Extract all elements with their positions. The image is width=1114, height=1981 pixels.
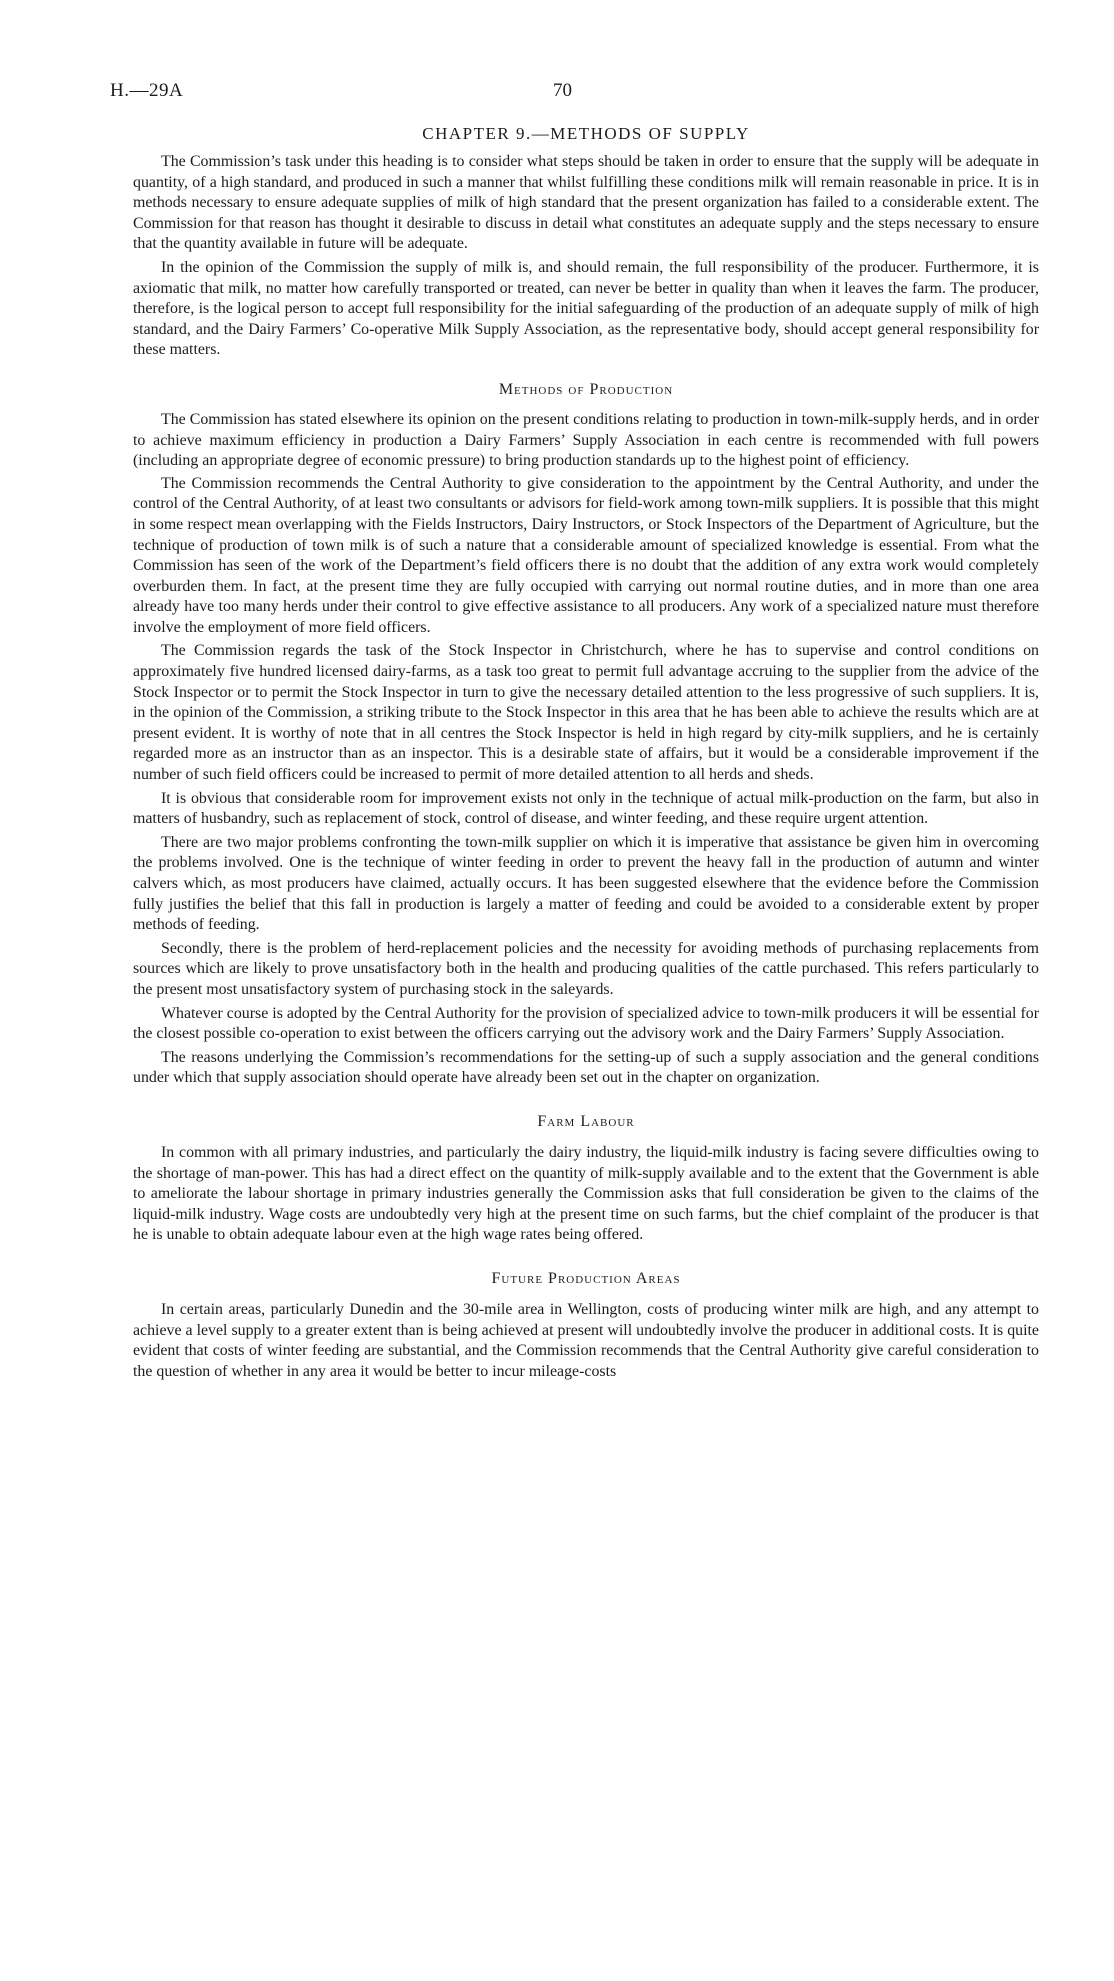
paragraph: The reasons underlying the Commission’s recommendations for the setting-up of such a supply association and the general conditions under which that supply association should operate have already been set out in the chapter on organization. — [133, 1048, 1039, 1087]
paragraph: In the opinion of the Commission the supply of milk is, and should remain, the full responsibility of the producer. Furthermore, it is axiomatic that milk, no matter how carefully transported or treated, can never be better in quality than when it leaves the farm. The producer, therefore, is the logical person to accept full responsibility for the initial safeguarding of the production of an adequate supply of milk of high standard, and the Dairy Farmers’ Co-operative Milk Supply Association, as the representative body, should accept general responsibility for these matters. — [133, 258, 1039, 359]
paragraph: In common with all primary industries, and particularly the dairy industry, the liquid-milk industry is facing severe difficulties owing to the shortage of man-power. This has had a direct effect on the quantity of milk-supply available and to the extent that the Government is able to ameliorate the labour shortage in primary industries generally the Commission asks that full consideration be given to the claims of the liquid-milk industry. Wage costs are undoubtedly very high at the present time on such farms, but the chief complaint of the producer is that he is unable to obtain adequate labour even at the high wage rates being offered. — [133, 1143, 1039, 1244]
report-reference: H.—29A — [110, 80, 184, 101]
paragraph: Secondly, there is the problem of herd-replacement policies and the necessity for avoiding methods of purchasing replacements from sources which are likely to prove unsatisfactory both in the health and producing qualities of the cattle purchased. This refers particularly to the present most unsatisfactory system of purchasing stock in the saleyards. — [133, 939, 1039, 998]
page-number: 70 — [553, 80, 572, 101]
paragraph: There are two major problems confronting the town-milk supplier on which it is imperative that assistance be given him in overcoming the problems involved. One is the technique of winter feeding in order to prevent the heavy fall in the production of autumn and winter calvers which, as most producers have claimed, actually occurs. It has been suggested elsewhere that the evidence before the Commission fully justifies the belief that this fall in production is largely a matter of feeding and could be avoided to a considerable extent by proper methods of feeding. — [133, 833, 1039, 934]
paragraph: It is obvious that considerable room for improvement exists not only in the technique of actual milk-production on the farm, but also in matters of husbandry, such as replacement of stock, control of disease, and winter feeding, and these require urgent attention. — [133, 789, 1039, 828]
paragraph: The Commission’s task under this heading is to consider what steps should be taken in order to ensure that the supply will be adequate in quantity, of a high standard, and produced in such a manner that whilst fulfilling these conditions milk will remain reasonable in price. It is in methods necessary to ensure adequate supplies of milk of high standard that the present organization has failed to a considerable extent. The Commission for that reason has thought it desirable to discuss in detail what constitutes an adequate supply and the steps necessary to ensure that the quantity available in future will be adequate. — [133, 153, 1039, 253]
page-content — [133, 124, 1039, 1382]
paragraph: The Commission regards the task of the Stock Inspector in Christchurch, where he has to supervise and control conditions on approximately five hundred licensed dairy-farms, as a task too great to permit full advantage accruing to the supplier from the advice of the Stock Inspector or to permit the Stock Inspector in turn to give the necessary detailed attention to the less progressive of such suppliers. It is, in the opinion of the Commission, a striking tribute to the Stock Inspector in this area that he has been able to achieve the results which are at present evident. It is worthy of note that in all centres the Stock Inspector is held in high regard by city-milk suppliers, and he is certainly regarded more as an instructor than as an inspector. This is a desirable state of affairs, but it would be a considerable improvement if the number of such field officers could be increased to permit of more detailed attention to all herds and sheds. — [133, 642, 1039, 784]
paragraph: The Commission recommends the Central Authority to give consideration to the appointment by the Central Authority, and under the control of the Central Authority, of at least two consultants or advisors for field-work among town-milk suppliers. It is possible that this might in some respect mean overlapping with the Fields Instructors, Dairy Instructors, or Stock Inspectors of the Department of Agriculture, but the technique of production of town milk is of such a nature that a considerable amount of specialized knowledge is essential. From what the Commission has seen of the work of the Department’s field officers there is no doubt that the addition of any extra work would completely overburden them. In fact, at the present time they are fully occupied with carrying out normal routine duties, and in more than one area already have too many herds under their control to give effective assistance to all producers. Any work of a specialized nature must therefore involve the employment of more field officers. — [133, 474, 1039, 636]
paragraph: In certain areas, particularly Dunedin and the 30-mile area in Wellington, costs of producing winter milk are high, and any attempt to achieve a level supply to a greater extent than is being achieved at present will undoubtedly involve the producer in additional costs. It is quite evident that costs of winter feeding are substantial, and the Commission recommends that the Central Authority give careful consideration to the question of whether in any area it would be better to incur mileage-costs — [133, 1300, 1039, 1380]
section-heading-future-production-areas: Future Production Areas — [491, 1269, 681, 1287]
paragraph: The Commission has stated elsewhere its opinion on the present conditions relating to production in town-milk-supply herds, and in order to achieve maximum efficiency in production a Dairy Farmers’ Supply Association in each centre is recommended with full powers (including an appropriate degree of economic pressure) to bring production standards up to the highest point of efficiency. — [133, 410, 1039, 470]
paragraph: Whatever course is adopted by the Central Authority for the provision of specialized advice to town-milk producers it will be essential for the closest possible co-operation to exist between the officers carrying out the advisory work and the Dairy Farmers’ Supply Association. — [133, 1004, 1039, 1043]
section-heading-farm-labour: Farm Labour — [537, 1112, 635, 1130]
section-heading-methods-of-production: Methods of Production — [498, 380, 674, 398]
chapter-title: CHAPTER 9.—METHODS OF SUPPLY — [422, 124, 750, 143]
